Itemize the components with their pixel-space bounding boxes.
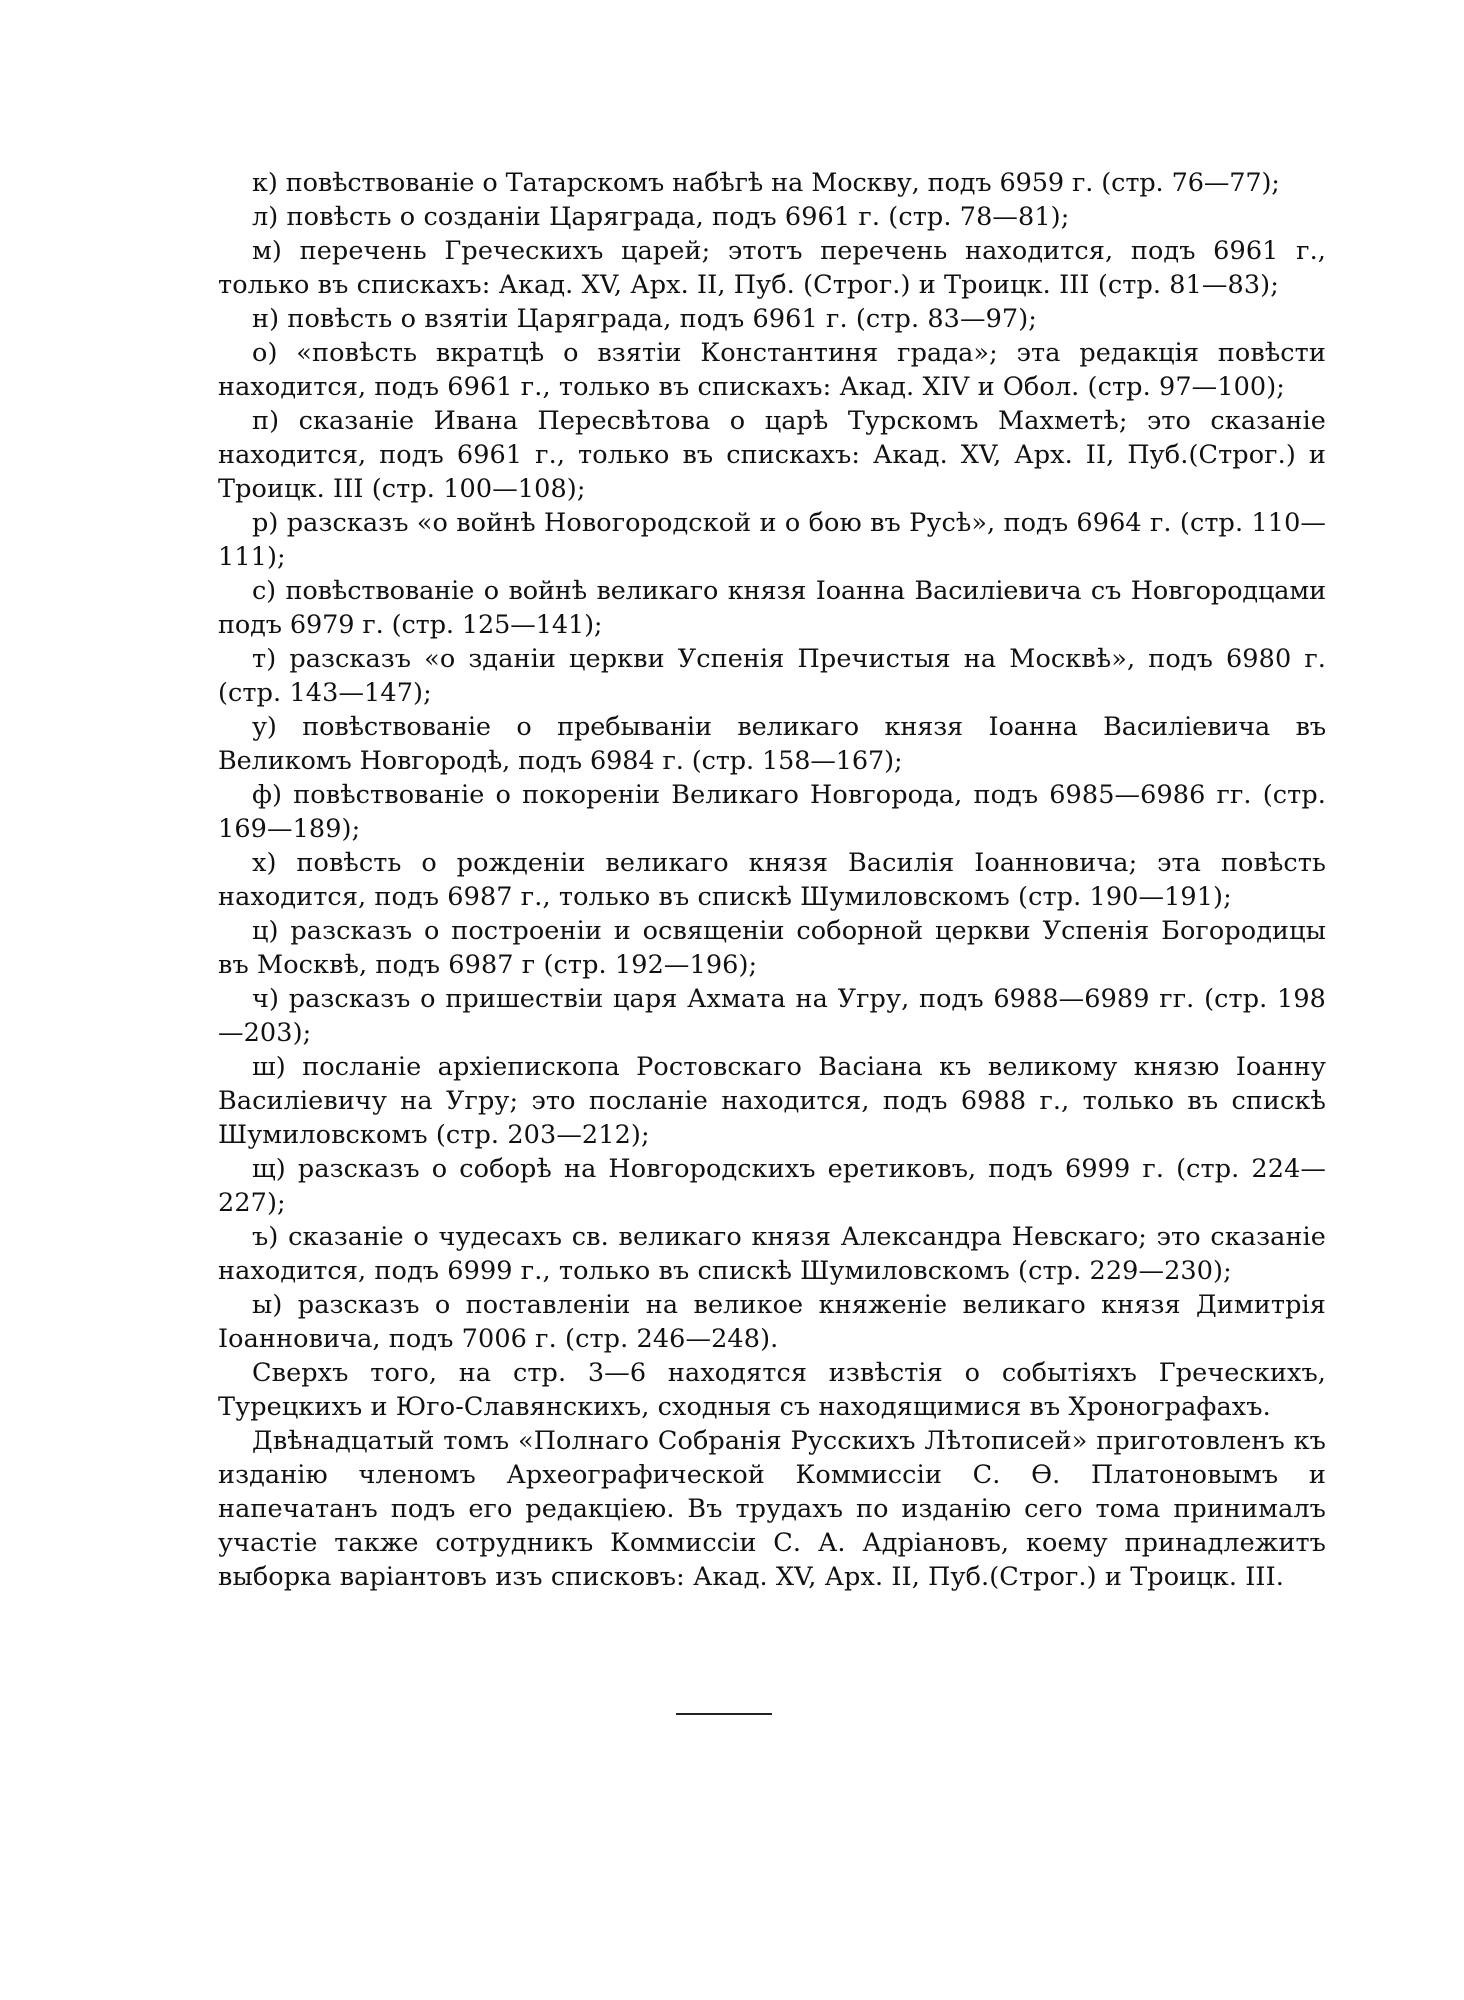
list-item-t: т) разсказъ «о зданіи церкви Успенія Пречистыя на Москвѣ», подъ 6980 г. (стр. 143—147); — [218, 644, 1326, 708]
list-item-k: к) повѣствованіе о Татарскомъ набѣгѣ на Москву, подъ 6959 г. (стр. 76—77); — [252, 168, 1280, 198]
list-item-u: у) повѣствованіе о пребываніи великаго князя Іоанна Василіевича въ Великомъ Новгородѣ, подъ 6984 г. (стр. 158—167); — [218, 712, 1326, 776]
list-item-s: с) повѣствованіе о войнѣ великаго князя Іоанна Василіевича съ Новгородцами подъ 6979 г. (стр. 125—141); — [218, 576, 1326, 640]
list-item-r: р) разсказъ «о войнѣ Новогородской и о бою въ Русѣ», подъ 6964 г. (стр. 110—111); — [218, 508, 1326, 572]
list-item-m: м) перечень Греческихъ царей; этотъ перечень находится, подъ 6961 г., только въ спискахъ: Акад. XV, Арх. II, Пуб. (Строг.) и Троицк. III (стр. 81—83); — [218, 236, 1326, 300]
paragraph-editorial-note: Двѣнадцатый томъ «Полнаго Собранія Русскихъ Лѣтописей» приготовленъ къ изданію членомъ Археографической Коммиссіи С. Ѳ. Платоновымъ и напечатанъ подъ его редакціею. Въ трудахъ по изданію сего тома принималъ участіе также сотрудникъ Коммиссіи С. А. Адріановъ, коему принадлежитъ выборка варіантовъ изъ списковъ: Акад. XV, Арх. II, Пуб.(Строг.) и Троицк. III. — [218, 1426, 1326, 1592]
list-item-f: ф) повѣствованіе о покореніи Великаго Новгорода, подъ 6985—6986 гг. (стр. 169—189); — [218, 780, 1326, 844]
list-item-p: п) сказаніе Ивана Пересвѣтова о царѣ Турскомъ Махметѣ; это сказаніе находится, подъ 6961 г., только въ спискахъ: Акад. XV, Арх. II, Пуб.(Строг.) и Троицк. III (стр. 100—108); — [218, 406, 1326, 504]
list-item-sh: ш) посланіе архіепископа Ростовскаго Васіана къ великому князю Іоанну Василіевичу на Угру; это посланіе находится, подъ 6988 г., только въ спискѣ Шумиловскомъ (стр. 203—212); — [218, 1052, 1326, 1150]
list-item-l: л) повѣсть о созданіи Царяграда, подъ 6961 г. (стр. 78—81); — [252, 202, 1070, 232]
list-item-ch: ч) разсказъ о пришествіи царя Ахмата на Угру, подъ 6988—6989 гг. (стр. 198—203); — [218, 984, 1326, 1048]
list-item-n: н) повѣсть о взятіи Царяграда, подъ 6961 г. (стр. 83—97); — [252, 304, 1037, 334]
list-item-ts: ц) разсказъ о построеніи и освященіи соборной церкви Успенія Богородицы въ Москвѣ, подъ 6987 г (стр. 192—196); — [218, 916, 1326, 980]
list-item-hard-sign: ъ) сказаніе о чудесахъ св. великаго князя Александра Невскаго; это сказаніе находится, подъ 6999 г., только въ спискѣ Шумиловскомъ (стр. 229—230); — [218, 1222, 1326, 1286]
list-item-kh: х) повѣсть о рожденіи великаго князя Василія Іоанновича; эта повѣсть находится, подъ 6987 г., только въ спискѣ Шумиловскомъ (стр. 190—191); — [218, 848, 1326, 912]
list-item-o: о) «повѣсть вкратцѣ о взятіи Константиня града»; эта редакція повѣсти находится, подъ 6961 г., только въ спискахъ: Акад. XIV и Обол. (стр. 97—100); — [218, 338, 1326, 402]
end-divider — [676, 1713, 772, 1715]
paragraph-additional-news: Сверхъ того, на стр. 3—6 находятся извѣстія о событіяхъ Греческихъ, Турецкихъ и Юго-Славянскихъ, сходныя съ находящимися въ Хронографахъ. — [218, 1358, 1326, 1422]
list-item-shch: щ) разсказъ о соборѣ на Новгородскихъ еретиковъ, подъ 6999 г. (стр. 224—227); — [218, 1154, 1326, 1218]
page-text-body — [218, 166, 1326, 1594]
list-item-y: ы) разсказъ о поставленіи на великое княженіе великаго князя Димитрія Іоанновича, подъ 7006 г. (стр. 246—248). — [218, 1290, 1326, 1354]
